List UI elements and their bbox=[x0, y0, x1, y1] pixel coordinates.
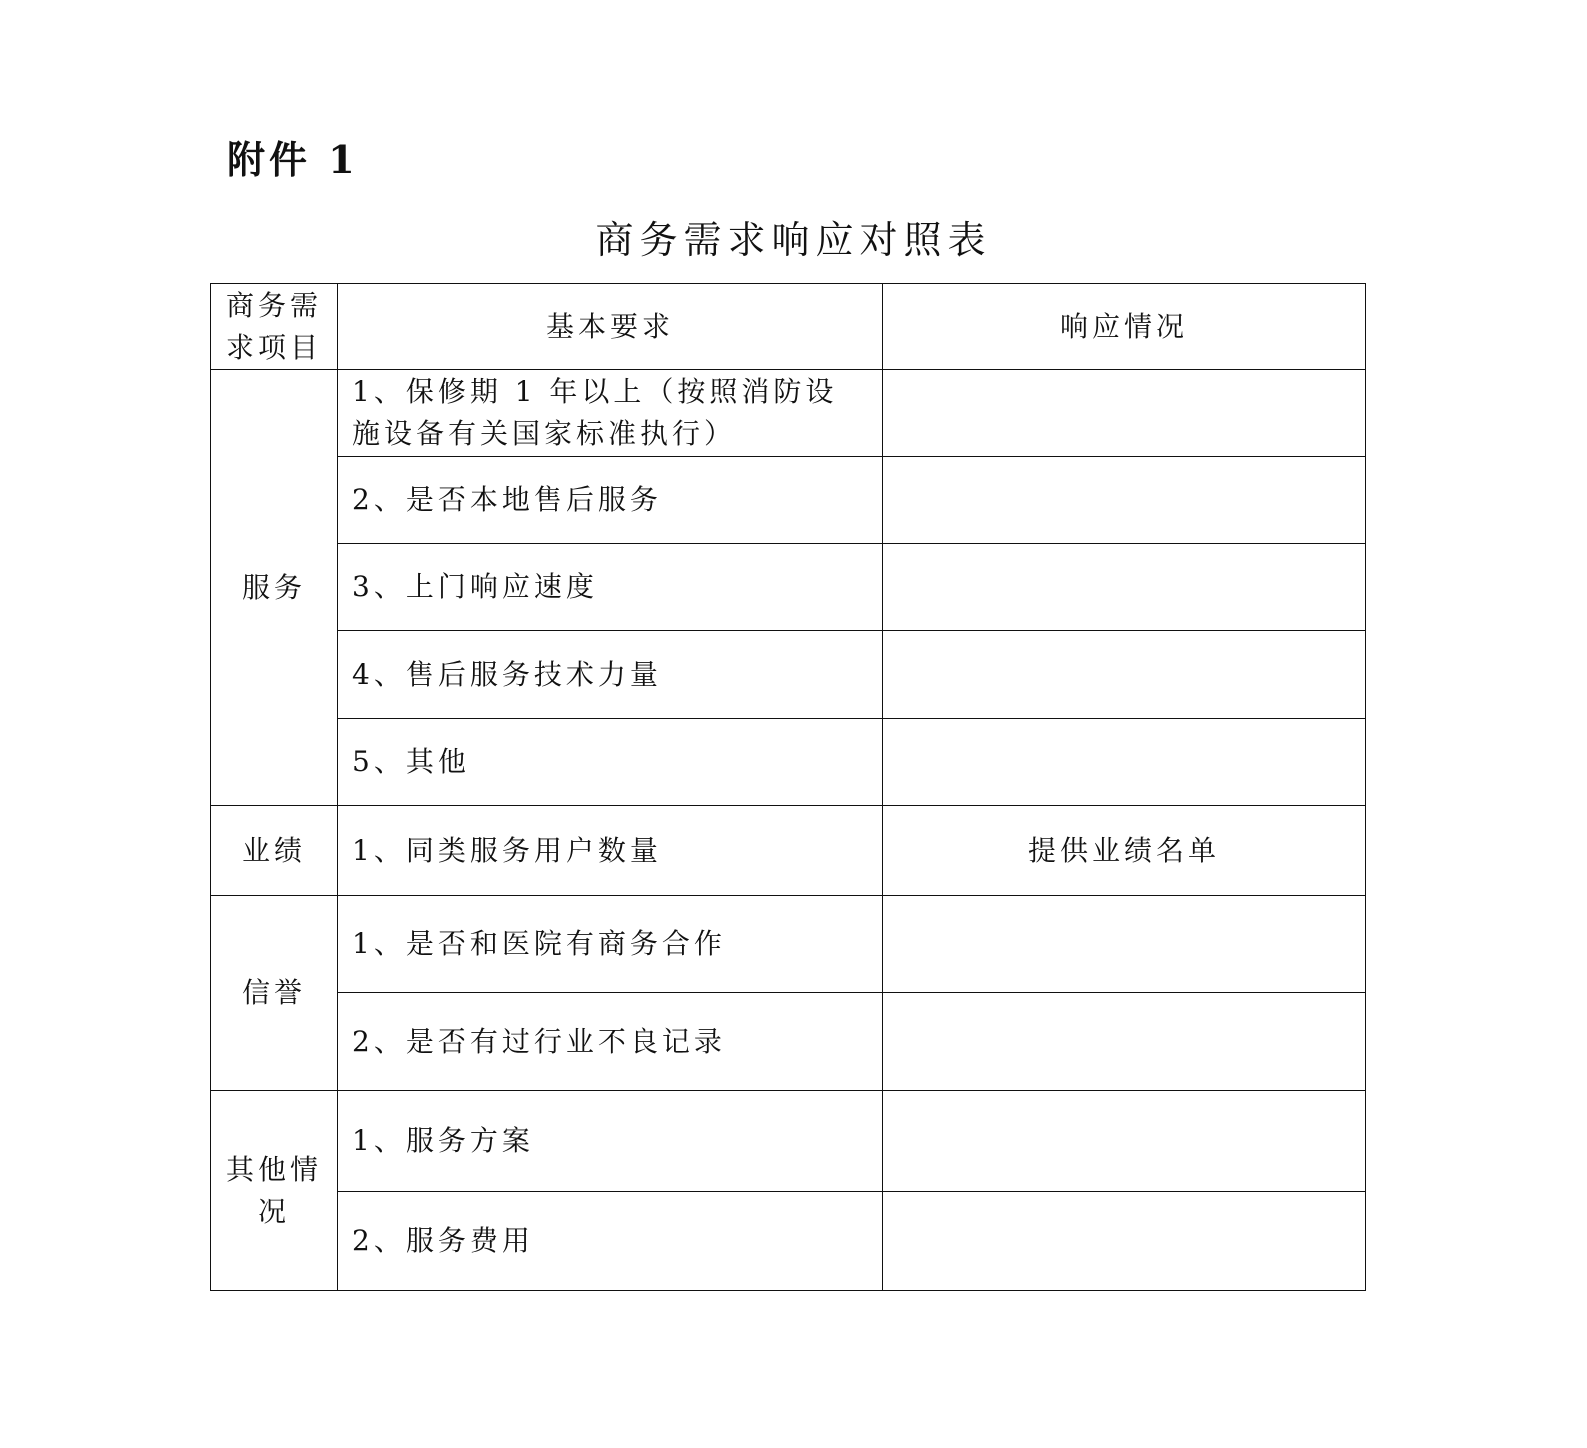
table-row bbox=[211, 370, 1366, 457]
requirement-cell: 2、是否本地售后服务 bbox=[338, 457, 883, 544]
table-row bbox=[211, 457, 1366, 544]
table-header-row bbox=[211, 284, 1366, 370]
requirement-cell: 2、服务费用 bbox=[338, 1192, 883, 1291]
response-cell[interactable] bbox=[883, 719, 1366, 806]
category-cell-other: 其他情况 bbox=[211, 1091, 338, 1291]
category-cell-performance: 业绩 bbox=[211, 806, 338, 896]
attachment-label: 附件 1 bbox=[227, 137, 359, 182]
response-cell[interactable]: 提供业绩名单 bbox=[883, 806, 1366, 896]
category-cell-reputation: 信誉 bbox=[211, 896, 338, 1091]
column-header-response: 响应情况 bbox=[883, 284, 1366, 370]
requirement-cell: 1、是否和医院有商务合作 bbox=[338, 896, 883, 993]
response-cell[interactable] bbox=[883, 370, 1366, 457]
requirement-cell: 1、服务方案 bbox=[338, 1091, 883, 1192]
column-header-requirement: 基本要求 bbox=[338, 284, 883, 370]
response-cell[interactable] bbox=[883, 457, 1366, 544]
requirement-cell: 1、保修期 1 年以上（按照消防设施设备有关国家标准执行） bbox=[338, 370, 883, 457]
response-cell[interactable] bbox=[883, 1091, 1366, 1192]
table-row bbox=[211, 896, 1366, 993]
table-row bbox=[211, 631, 1366, 719]
table-row bbox=[211, 806, 1366, 896]
requirement-cell: 4、售后服务技术力量 bbox=[338, 631, 883, 719]
response-cell[interactable] bbox=[883, 1192, 1366, 1291]
response-cell[interactable] bbox=[883, 544, 1366, 631]
requirement-cell: 5、其他 bbox=[338, 719, 883, 806]
table-row bbox=[211, 1091, 1366, 1192]
table-row bbox=[211, 1192, 1366, 1291]
response-cell[interactable] bbox=[883, 896, 1366, 993]
table-row bbox=[211, 993, 1366, 1091]
requirement-cell: 2、是否有过行业不良记录 bbox=[338, 993, 883, 1091]
table-row bbox=[211, 719, 1366, 806]
response-cell[interactable] bbox=[883, 993, 1366, 1091]
category-cell-service: 服务 bbox=[211, 370, 338, 806]
requirement-cell: 3、上门响应速度 bbox=[338, 544, 883, 631]
requirement-cell: 1、同类服务用户数量 bbox=[338, 806, 883, 896]
response-cell[interactable] bbox=[883, 631, 1366, 719]
requirements-table bbox=[210, 283, 1366, 1291]
column-header-category: 商务需求项目 bbox=[211, 284, 338, 370]
document-title: 商务需求响应对照表 bbox=[595, 218, 992, 262]
table-row bbox=[211, 544, 1366, 631]
